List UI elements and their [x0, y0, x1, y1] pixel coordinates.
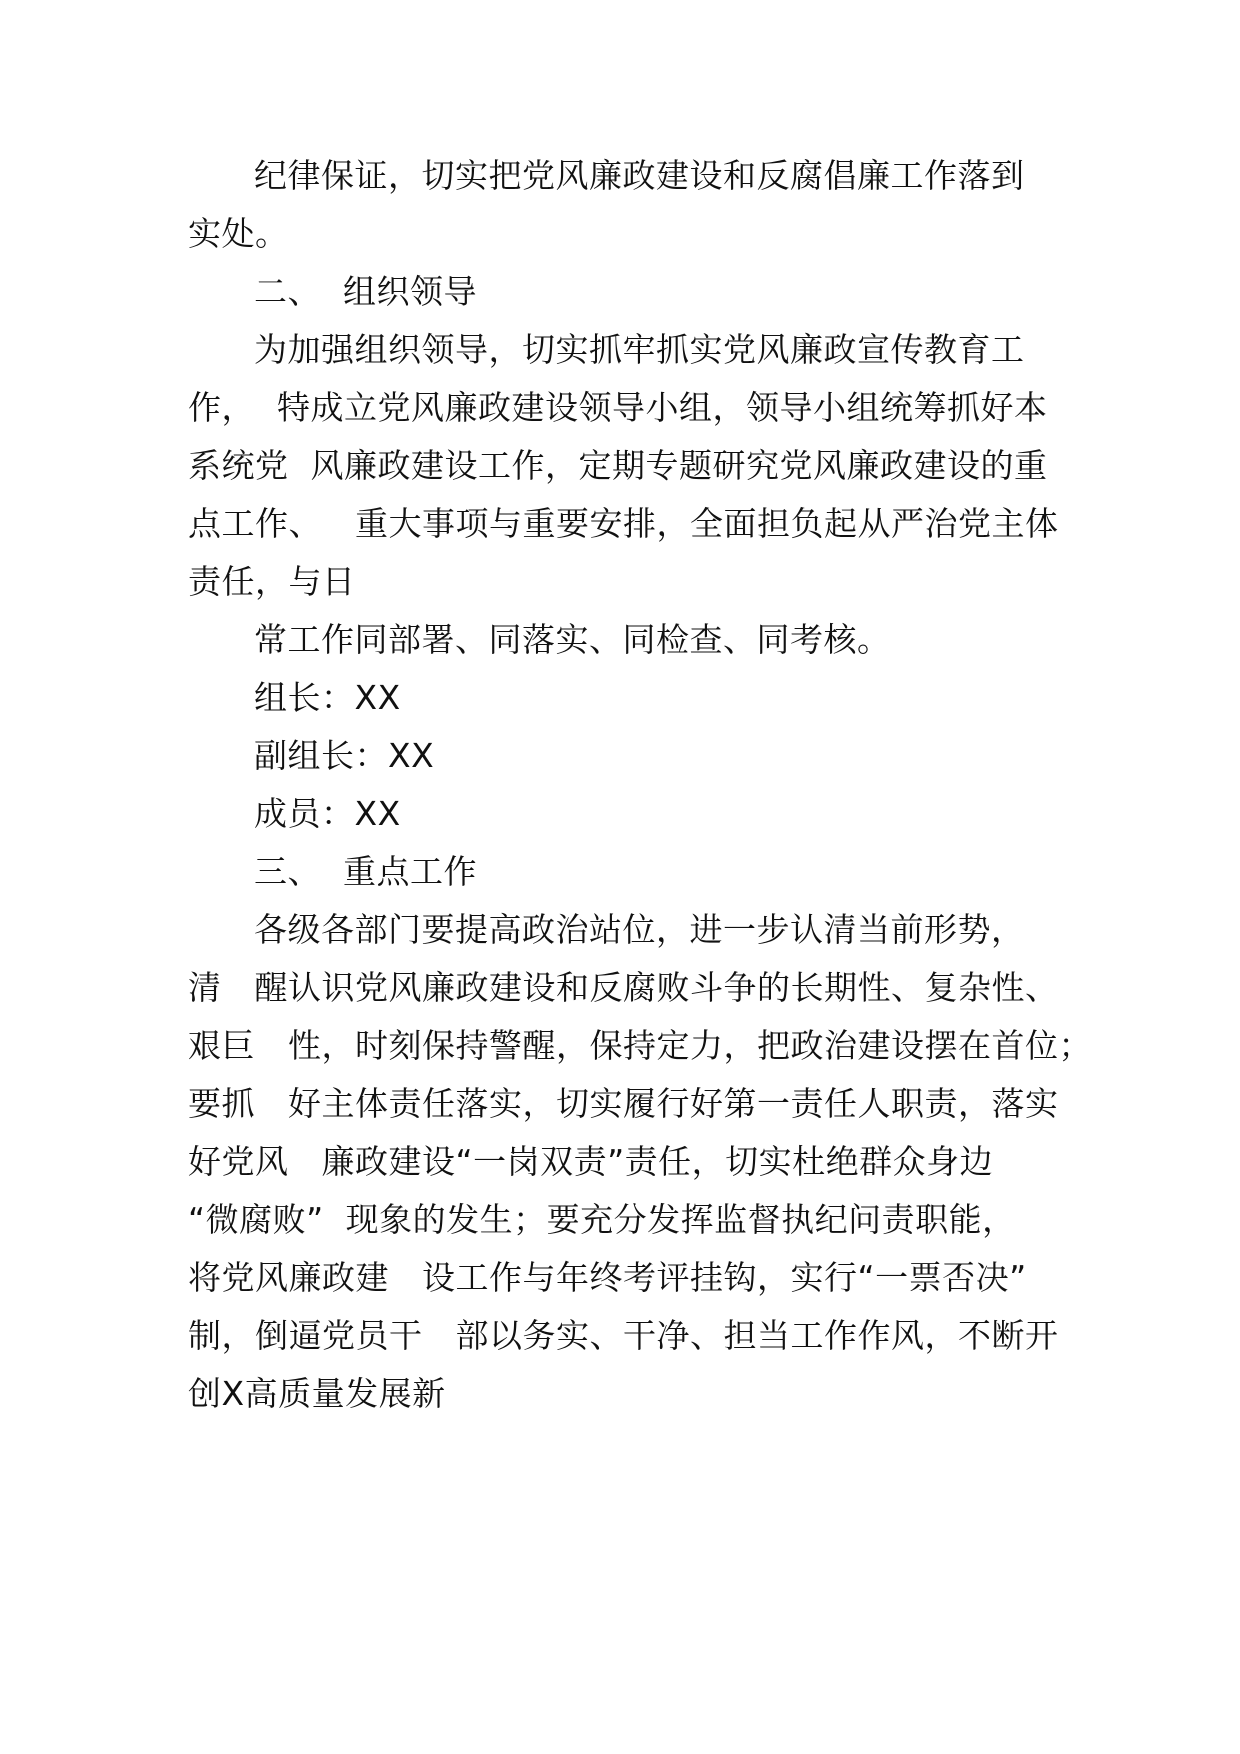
- text-line: 将党风廉政建 设工作与年终考评挂钩，实行“一票否决”: [188, 1258, 1027, 1297]
- text-line: 创X高质量发展新: [188, 1374, 446, 1413]
- section-heading: 三、 重点工作: [254, 852, 477, 891]
- text-line: 常工作同部署、同落实、同检查、同考核。: [254, 620, 891, 659]
- text-line: 各级各部门要提高政治站位，进一步认清当前形势，: [254, 910, 1025, 949]
- text-line: 清 醒认识党风廉政建设和反腐败斗争的长期性、复杂性、: [188, 968, 1059, 1007]
- text-line: 纪律保证，切实把党风廉政建设和反腐倡廉工作落到: [254, 156, 1025, 195]
- text-line: 系统党 风廉政建设工作，定期专题研究党风廉政建设的重: [188, 446, 1048, 485]
- deputy-leader: 副组长：XX: [254, 736, 435, 775]
- text-line: 点工作、 重大事项与重要安排，全面担负起从严治党主体: [188, 504, 1059, 543]
- text-line: 好党风 廉政建设“一岗双责”责任，切实杜绝群众身边: [188, 1142, 994, 1181]
- text-line: “微腐败” 现象的发生；要充分发挥监督执纪问责职能，: [188, 1200, 1016, 1239]
- members: 成员：XX: [254, 794, 401, 833]
- text-line: 制，倒逼党员干 部以务实、干净、担当工作作风，不断开: [188, 1316, 1059, 1355]
- text-line: 实处。: [188, 214, 289, 253]
- text-line: 要抓 好主体责任落实，切实履行好第一责任人职责，落实: [188, 1084, 1059, 1123]
- text-line: 作， 特成立党风廉政建设领导小组，领导小组统筹抓好本: [188, 388, 1048, 427]
- text-line: 为加强组织领导，切实抓牢抓实党风廉政宣传教育工: [254, 330, 1025, 369]
- text-line: 艰巨 性，时刻保持警醒，保持定力，把政治建设摆在首位；: [188, 1026, 1092, 1065]
- text-line: 责任，与日: [188, 562, 356, 601]
- team-leader: 组长：XX: [254, 678, 401, 717]
- section-heading: 二、 组织领导: [254, 272, 477, 311]
